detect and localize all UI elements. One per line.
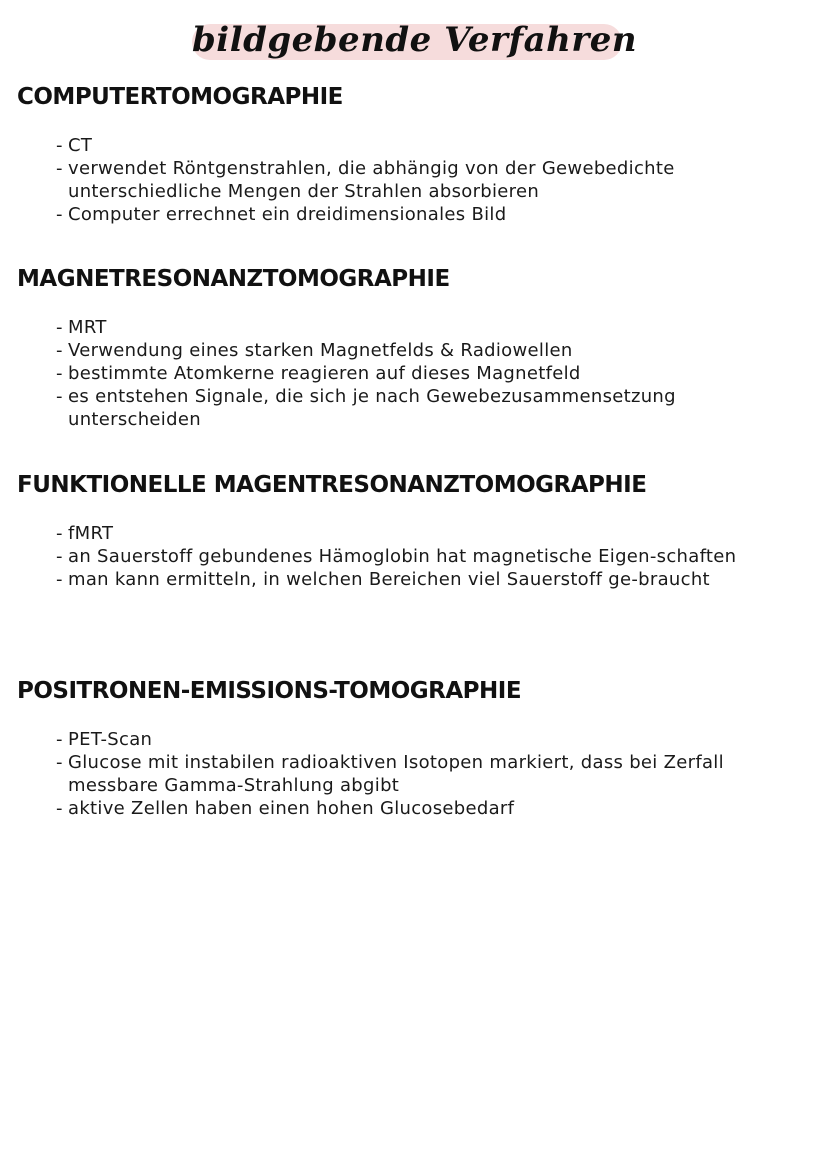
bullet-list	[56, 522, 796, 591]
bullet-list	[56, 316, 796, 431]
list-item: - Verwendung eines starken Magnetfelds & Radiowellen	[56, 340, 573, 361]
bullet-list	[56, 728, 796, 820]
list-item: - fMRT	[56, 523, 114, 544]
list-item: - an Sauerstoff gebundenes Hämoglobin hat magnetische Eigen-schaften	[56, 546, 737, 567]
list-item: - Computer errechnet ein dreidimensionales Bild	[56, 204, 507, 225]
title-block	[192, 14, 638, 66]
list-item: - CT	[56, 135, 93, 156]
list-item: - PET-Scan	[56, 729, 153, 750]
list-item: - bestimmte Atomkerne reagieren auf dieses Magnetfeld	[56, 363, 581, 384]
section-heading: POSITRONEN-EMISSIONS-TOMOGRAPHIE	[17, 678, 522, 704]
list-item: - verwendet Röntgenstrahlen, die abhängig von der Gewebedichte unterschiedliche Mengen der Strahlen absorbieren	[56, 158, 675, 202]
page-title: bildgebende Verfahren	[192, 20, 638, 60]
list-item: - aktive Zellen haben einen hohen Glucosebedarf	[56, 798, 515, 819]
list-item: - man kann ermitteln, in welchen Bereichen viel Sauerstoff ge-braucht	[56, 569, 710, 590]
section-heading: MAGNETRESONANZTOMOGRAPHIE	[17, 266, 450, 292]
section-heading: COMPUTERTOMOGRAPHIE	[17, 84, 343, 110]
section-heading: FUNKTIONELLE MAGENTRESONANZTOMOGRAPHIE	[17, 472, 647, 498]
list-item: - Glucose mit instabilen radioaktiven Isotopen markiert, dass bei Zerfall messbare Gamma-Strahlung abgibt	[56, 752, 724, 796]
list-item: - MRT	[56, 317, 107, 338]
bullet-list	[56, 134, 796, 226]
list-item: - es entstehen Signale, die sich je nach Gewebezusammensetzung unterscheiden	[56, 386, 676, 430]
